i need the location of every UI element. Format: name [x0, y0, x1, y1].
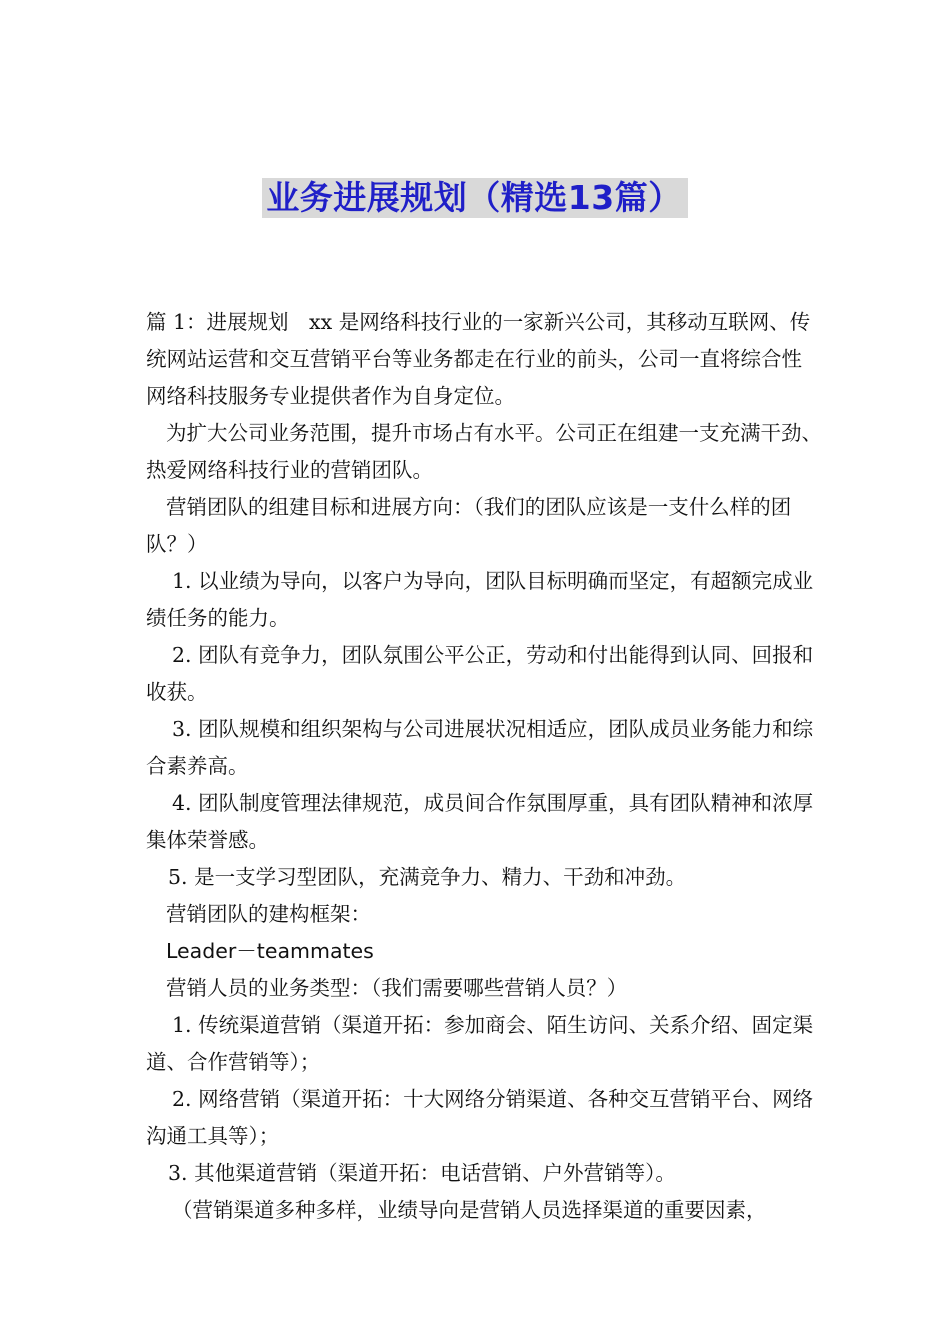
- document-title: 业务进展规划（精选13篇）: [262, 178, 687, 218]
- paragraph-expand: 为扩大公司业务范围，提升市场占有水平。公司正在组建一支充满干劲、热爱网络科技行业的营销团队。: [146, 421, 822, 482]
- list-item-goal-2: 2. 团队有竞争力，团队氛围公平公正，劳动和付出能得到认同、回报和收获。: [146, 643, 814, 704]
- title-container: [0, 178, 950, 218]
- paragraph-team-goal: 营销团队的组建目标和进展方向：（我们的团队应该是一支什么样的团队？）: [146, 495, 792, 556]
- list-item-goal-1: 1. 以业绩为导向，以客户为导向，团队目标明确而坚定，有超额完成业绩任务的能力。: [146, 569, 814, 630]
- list-item-goal-5: 5. 是一支学习型团队，充满竞争力、精力、干劲和冲劲。: [168, 865, 687, 889]
- list-item-goal-3: 3. 团队规模和组织架构与公司进展状况相适应，团队成员业务能力和综合素养高。: [146, 717, 814, 778]
- list-item-goal-4: 4. 团队制度管理法律规范，成员间合作氛围厚重，具有团队精神和浓厚集体荣誉感。: [146, 791, 814, 852]
- paragraph-types: 营销人员的业务类型：（我们需要哪些营销人员？）: [166, 976, 628, 1000]
- document-body: [146, 304, 822, 1229]
- paragraph-channels: （营销渠道多种多样，业绩导向是营销人员选择渠道的重要因素，: [172, 1198, 767, 1222]
- paragraph-framework: 营销团队的建构框架：: [166, 902, 371, 926]
- paragraph-intro: 篇 1：进展规划 xx 是网络科技行业的一家新兴公司，其移动互联网、传统网站运营和交互营销平台等业务都走在行业的前头，公司一直将综合性网络科技服务专业提供者作为自身定位。: [146, 310, 811, 408]
- list-item-type-2: 2. 网络营销（渠道开拓：十大网络分销渠道、各种交互营销平台、网络沟通工具等）；: [146, 1087, 814, 1148]
- list-item-type-3: 3. 其他渠道营销（渠道开拓：电话营销、户外营销等）。: [168, 1161, 676, 1185]
- list-item-type-1: 1. 传统渠道营销（渠道开拓：参加商会、陌生访问、关系介绍、固定渠道、合作营销等）；: [146, 1013, 814, 1074]
- paragraph-leader: Leader－teammates: [166, 939, 374, 963]
